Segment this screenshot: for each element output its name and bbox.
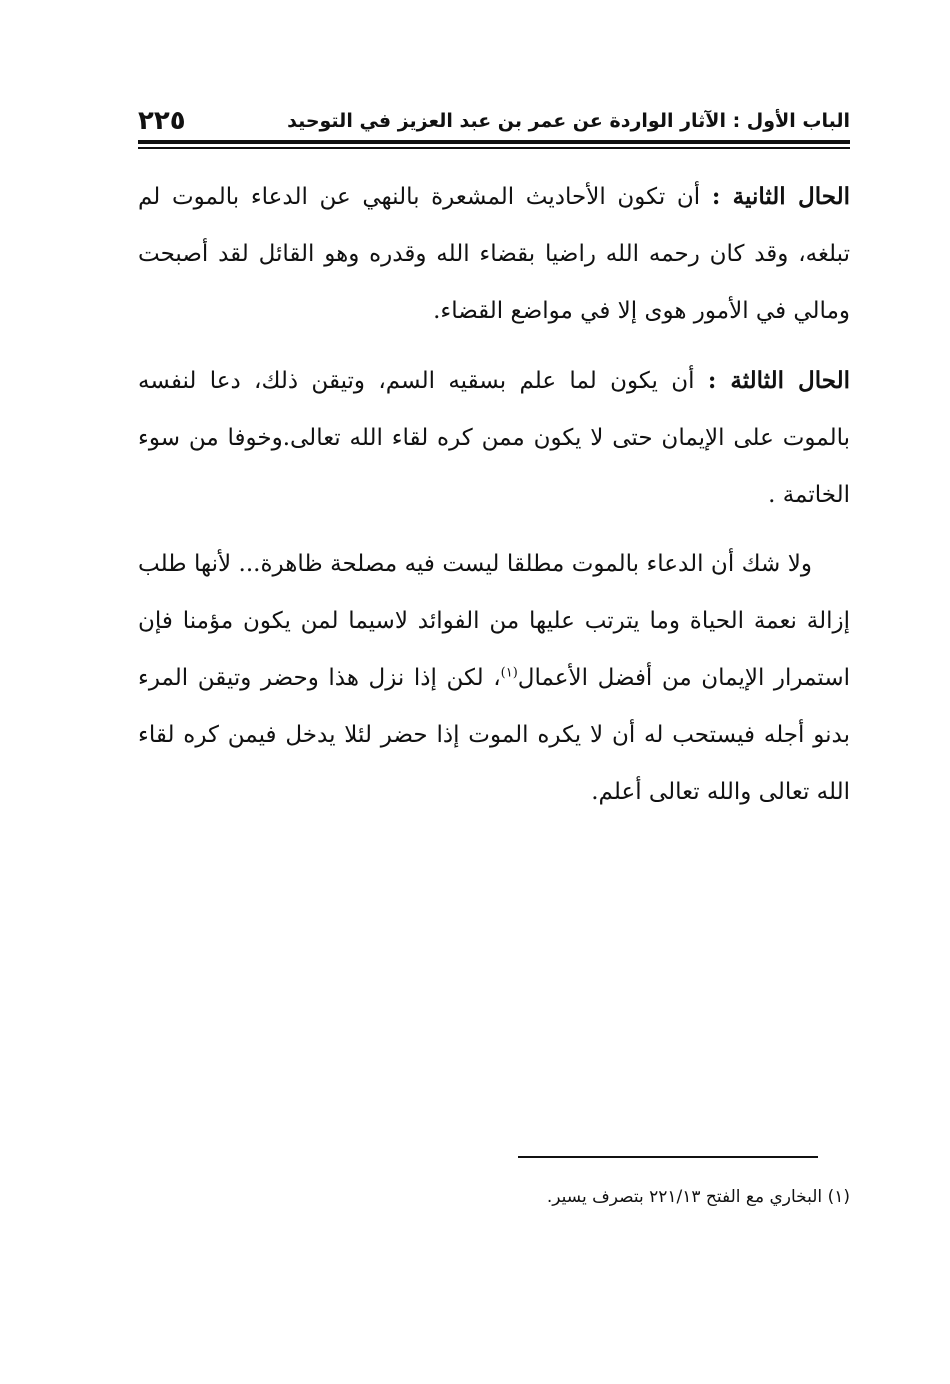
header-rule-thin bbox=[138, 147, 850, 149]
footnote-number: (١) bbox=[827, 1187, 850, 1207]
chapter-title: الباب الأول : الآثار الواردة عن عمر بن عبد العزيز في التوحيد bbox=[287, 110, 850, 132]
footnote bbox=[138, 1182, 850, 1212]
running-header bbox=[138, 100, 850, 136]
footnote-text: البخاري مع الفتح ٢٢١/١٣ بتصرف يسير. bbox=[546, 1187, 823, 1207]
paragraph-text: أن يكون لما علم بسقيه السم، وتيقن ذلك، دعا لنفسه بالموت على الإيمان حتى لا يكون ممن كره لقاء الله تعالى.وخوفا من سوء الخاتمة . bbox=[138, 368, 850, 508]
header-rule-thick bbox=[138, 140, 850, 144]
body-text bbox=[138, 168, 850, 833]
footnote-separator bbox=[518, 1156, 818, 1158]
paragraph-second-case bbox=[138, 168, 850, 340]
paragraph-text: ، لكن إذا نزل هذا وحضر وتيقن المرء بدنو أجله فيستحب له أن لا يكره الموت إذا حضر لئلا يدخل فيمن كره لقاء الله تعالى والله تعالى أعلم. bbox=[138, 665, 850, 805]
paragraph-lead: الحال الثالثة : bbox=[707, 367, 850, 394]
paragraph-lead: الحال الثانية : bbox=[711, 183, 850, 210]
paragraph-text: ولا شك أن الدعاء بالموت مطلقا ليست فيه مصلحة ظاهرة... لأنها طلب إزالة نعمة الحياة وما يترتب عليها من الفوائد لاسيما لمن يكون مؤمنا فإن استمرار الإيمان من أفضل الأعمال bbox=[138, 551, 850, 691]
paragraph-third-case bbox=[138, 352, 850, 524]
footnote-marker: (١) bbox=[500, 665, 518, 681]
paragraph-conclusion bbox=[138, 536, 850, 821]
paragraph-text: أن تكون الأحاديث المشعرة بالنهي عن الدعاء بالموت لم تبلغه، وقد كان رحمه الله راضيا بقضاء الله وقدره وهو القائل لقد أصبحت ومالي في الأمور هوى إلا في مواضع القضاء. bbox=[138, 184, 850, 324]
page-number: ٢٢٥ bbox=[138, 106, 186, 136]
